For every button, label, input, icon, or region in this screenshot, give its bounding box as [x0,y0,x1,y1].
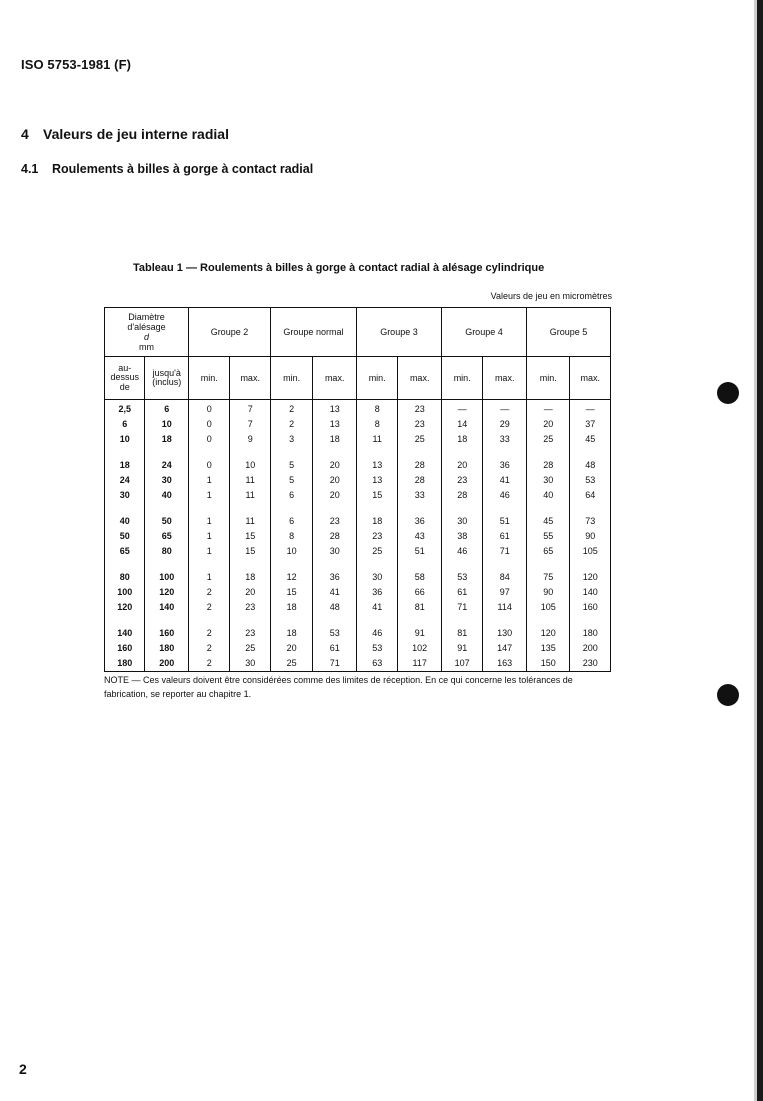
table-subheader-row [105,357,611,400]
bore-from-cell: 18 [105,447,145,473]
max-cell: 71 [313,656,357,672]
min-cell: 5 [270,447,313,473]
min-cell: 8 [356,400,397,418]
bore-to-cell: 24 [145,447,189,473]
max-cell: 30 [230,656,270,672]
max-cell: 15 [230,529,270,544]
bore-from-cell: 120 [105,600,145,615]
min-cell: 105 [526,600,570,615]
max-header: max. [570,357,611,400]
min-header: min. [356,357,397,400]
min-cell: 18 [270,600,313,615]
bore-to-cell: 65 [145,529,189,544]
bore-label: d'alésage [127,322,166,332]
min-cell: — [526,400,570,418]
max-cell: 13 [313,400,357,418]
bore-from-cell: 10 [105,432,145,447]
min-cell: 46 [356,615,397,641]
table-row [105,417,611,432]
min-header: min. [188,357,229,400]
max-cell: 11 [230,488,270,503]
min-cell: 15 [270,585,313,600]
units-note: Valeurs de jeu en micromètres [490,291,612,301]
table-row [105,600,611,615]
max-cell: 9 [230,432,270,447]
max-cell: 28 [313,529,357,544]
min-cell: 12 [270,559,313,585]
max-cell: 25 [230,641,270,656]
max-cell: 36 [398,503,442,529]
max-header: max. [483,357,527,400]
max-cell: 48 [313,600,357,615]
min-cell: 1 [188,488,229,503]
max-cell: 102 [398,641,442,656]
table-body [105,400,611,672]
table-row [105,432,611,447]
min-cell: 1 [188,559,229,585]
min-cell: 81 [441,615,482,641]
table-row [105,656,611,672]
min-cell: 90 [526,585,570,600]
min-header: min. [270,357,313,400]
max-cell: 163 [483,656,527,672]
min-cell: 36 [356,585,397,600]
bore-from-cell: 30 [105,488,145,503]
min-cell: 2 [188,641,229,656]
min-cell: 2 [270,417,313,432]
diameter-label: Diamètre [128,312,165,322]
bore-from-cell: 65 [105,544,145,559]
bore-from-cell: 24 [105,473,145,488]
min-cell: 23 [441,473,482,488]
above-header-line: dessus [110,372,139,383]
min-cell: 53 [441,559,482,585]
max-cell: 105 [570,544,611,559]
subsection-heading [21,162,313,176]
max-cell: — [570,400,611,418]
max-cell: 84 [483,559,527,585]
min-cell: 38 [441,529,482,544]
max-cell: 36 [483,447,527,473]
section-number: 4 [21,126,29,142]
max-header: max. [398,357,442,400]
max-cell: 33 [398,488,442,503]
max-cell: 23 [230,600,270,615]
min-cell: — [441,400,482,418]
above-header [105,357,145,400]
table-row [105,473,611,488]
min-cell: 107 [441,656,482,672]
min-cell: 30 [526,473,570,488]
max-cell: 11 [230,473,270,488]
table-row [105,447,611,473]
bore-from-cell: 100 [105,585,145,600]
min-cell: 53 [356,641,397,656]
table-row [105,559,611,585]
bore-from-cell: 6 [105,417,145,432]
bore-to-cell: 6 [145,400,189,418]
min-cell: 3 [270,432,313,447]
max-cell: 33 [483,432,527,447]
group-header: Groupe 5 [526,308,610,357]
bore-from-cell: 160 [105,641,145,656]
min-cell: 135 [526,641,570,656]
max-cell: 66 [398,585,442,600]
page-number: 2 [19,1061,27,1077]
bore-to-cell: 10 [145,417,189,432]
min-cell: 2 [188,600,229,615]
standard-reference: ISO 5753-1981 (F) [21,57,132,72]
max-cell: 28 [398,447,442,473]
group-header: Groupe 3 [356,308,441,357]
max-cell: 43 [398,529,442,544]
max-cell: 61 [313,641,357,656]
group-header: Groupe 2 [188,308,270,357]
table-note: NOTE — Ces valeurs doivent être considérées comme des limites de réception. En ce qui concerne les tolérances de fabrication, se reporter au chapitre 1. [104,675,573,699]
max-cell: 140 [570,585,611,600]
min-cell: 46 [441,544,482,559]
max-cell: 11 [230,503,270,529]
bore-to-cell: 18 [145,432,189,447]
max-cell: 81 [398,600,442,615]
min-header: min. [441,357,482,400]
max-cell: 51 [483,503,527,529]
max-cell: 64 [570,488,611,503]
max-cell: 117 [398,656,442,672]
max-cell: 73 [570,503,611,529]
max-cell: 61 [483,529,527,544]
max-cell: 147 [483,641,527,656]
section-heading [21,126,229,142]
min-cell: 1 [188,529,229,544]
max-cell: 15 [230,544,270,559]
min-cell: 1 [188,503,229,529]
bore-to-cell: 160 [145,615,189,641]
bore-from-cell: 80 [105,559,145,585]
upto-header-line: jusqu'à [152,367,181,378]
max-cell: 20 [313,488,357,503]
max-cell: 41 [313,585,357,600]
min-cell: 10 [270,544,313,559]
min-cell: 8 [356,417,397,432]
max-cell: 58 [398,559,442,585]
max-cell: 28 [398,473,442,488]
max-header: max. [313,357,357,400]
max-cell: 18 [313,432,357,447]
bore-to-cell: 120 [145,585,189,600]
table-header-row [105,308,611,357]
min-cell: 18 [441,432,482,447]
max-cell: 114 [483,600,527,615]
max-cell: 29 [483,417,527,432]
max-cell: 37 [570,417,611,432]
upto-header [145,357,189,400]
max-cell: 230 [570,656,611,672]
min-cell: 0 [188,417,229,432]
table-caption: Tableau 1 — Roulements à billes à gorge à contact radial à alésage cylindrique [133,262,545,274]
min-cell: 63 [356,656,397,672]
max-header: max. [230,357,270,400]
min-cell: 28 [526,447,570,473]
table-row [105,585,611,600]
min-cell: 91 [441,641,482,656]
min-cell: 11 [356,432,397,447]
bore-to-cell: 40 [145,488,189,503]
min-cell: 0 [188,432,229,447]
max-cell: 45 [570,432,611,447]
min-cell: 55 [526,529,570,544]
subsection-title: Roulements à billes à gorge à contact radial [52,162,314,176]
min-cell: 120 [526,615,570,641]
min-cell: 5 [270,473,313,488]
max-cell: 200 [570,641,611,656]
min-cell: 20 [526,417,570,432]
table-row [105,641,611,656]
min-cell: 2 [188,656,229,672]
bore-to-cell: 140 [145,600,189,615]
min-cell: 28 [441,488,482,503]
max-cell: 41 [483,473,527,488]
min-cell: 20 [441,447,482,473]
min-cell: 65 [526,544,570,559]
min-cell: 30 [356,559,397,585]
min-cell: 2 [188,585,229,600]
max-cell: 23 [398,400,442,418]
bore-to-cell: 100 [145,559,189,585]
max-cell: 7 [230,417,270,432]
bore-to-cell: 200 [145,656,189,672]
max-cell: 20 [230,585,270,600]
subsection-number: 4.1 [21,162,39,176]
diameter-unit: mm [138,342,154,352]
max-cell: 53 [313,615,357,641]
min-cell: 25 [356,544,397,559]
above-header-line: de [119,381,130,392]
min-cell: 23 [356,529,397,544]
max-cell: 23 [313,503,357,529]
min-cell: 6 [270,488,313,503]
bore-to-cell: 80 [145,544,189,559]
min-cell: 150 [526,656,570,672]
max-cell: 51 [398,544,442,559]
max-cell: 25 [398,432,442,447]
bore-from-cell: 180 [105,656,145,672]
table-row [105,488,611,503]
min-cell: 1 [188,473,229,488]
max-cell: 23 [230,615,270,641]
clearance-table [104,307,611,672]
table-row [105,615,611,641]
min-cell: 8 [270,529,313,544]
min-cell: 18 [356,503,397,529]
max-cell: 18 [230,559,270,585]
min-cell: 30 [441,503,482,529]
max-cell: 46 [483,488,527,503]
table-row [105,529,611,544]
upto-header-line: (inclus) [152,377,182,387]
above-header-line: au- [118,362,132,373]
min-cell: 15 [356,488,397,503]
table-row [105,400,611,418]
max-cell: 160 [570,600,611,615]
min-cell: 20 [270,641,313,656]
bore-to-cell: 30 [145,473,189,488]
min-cell: 45 [526,503,570,529]
min-cell: 41 [356,600,397,615]
max-cell: 7 [230,400,270,418]
max-cell: 53 [570,473,611,488]
max-cell: 10 [230,447,270,473]
max-cell: 180 [570,615,611,641]
max-cell: 90 [570,529,611,544]
punch-hole-icon [717,382,739,404]
min-cell: 25 [526,432,570,447]
min-cell: 6 [270,503,313,529]
max-cell: 23 [398,417,442,432]
max-cell: 120 [570,559,611,585]
max-cell: 48 [570,447,611,473]
min-cell: 25 [270,656,313,672]
max-cell: 13 [313,417,357,432]
min-cell: 1 [188,544,229,559]
min-cell: 14 [441,417,482,432]
page-edge [757,0,763,1101]
max-cell: 91 [398,615,442,641]
bore-from-cell: 50 [105,529,145,544]
max-cell: 71 [483,544,527,559]
table-row [105,544,611,559]
max-cell: — [483,400,527,418]
group-header: Groupe normal [270,308,356,357]
max-cell: 130 [483,615,527,641]
min-cell: 2 [270,400,313,418]
min-cell: 13 [356,473,397,488]
min-cell: 0 [188,447,229,473]
max-cell: 20 [313,447,357,473]
max-cell: 97 [483,585,527,600]
min-cell: 71 [441,600,482,615]
min-cell: 2 [188,615,229,641]
min-cell: 0 [188,400,229,418]
min-header: min. [526,357,570,400]
bore-from-cell: 2,5 [105,400,145,418]
max-cell: 30 [313,544,357,559]
min-cell: 13 [356,447,397,473]
bore-to-cell: 50 [145,503,189,529]
table-row [105,503,611,529]
bore-to-cell: 180 [145,641,189,656]
group-header: Groupe 4 [441,308,526,357]
min-cell: 75 [526,559,570,585]
max-cell: 20 [313,473,357,488]
bore-from-cell: 140 [105,615,145,641]
min-cell: 40 [526,488,570,503]
max-cell: 36 [313,559,357,585]
punch-hole-icon [717,684,739,706]
diameter-symbol: d [143,332,149,342]
min-cell: 18 [270,615,313,641]
section-title: Valeurs de jeu interne radial [43,126,229,142]
min-cell: 61 [441,585,482,600]
bore-from-cell: 40 [105,503,145,529]
diameter-header [105,308,189,357]
